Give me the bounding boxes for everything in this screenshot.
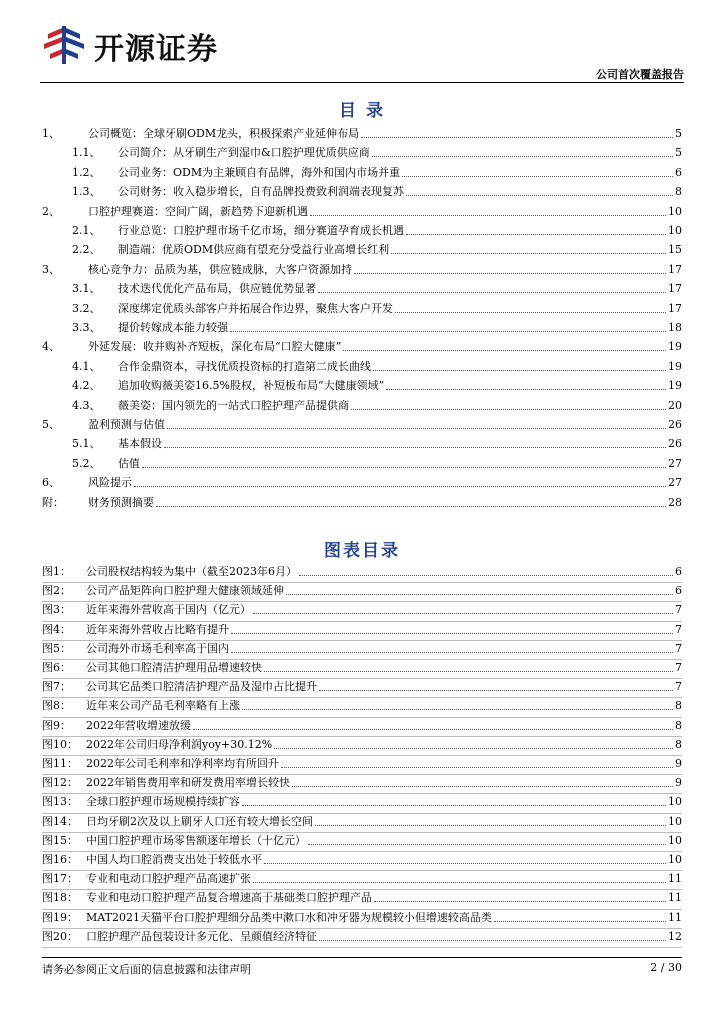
figure-entry[interactable] [42,624,682,636]
figure-row-divider [42,889,682,890]
toc-entry[interactable] [42,497,682,509]
toc-page: 8 [675,185,682,199]
figure-page: 10 [668,795,682,809]
figure-page: 7 [675,661,682,674]
toc-leader-dots [343,349,666,351]
figure-number: 图15： [42,833,78,847]
toc-number: 1.3、 [72,185,101,199]
figure-entry[interactable] [42,816,682,828]
figure-entry[interactable] [42,700,682,712]
figure-title: 近年来海外营收高于国内（亿元） [86,604,251,617]
figure-entry[interactable] [42,739,682,751]
toc-number: 3.3、 [72,321,101,334]
footer-disclaimer: 请务必参阅正文后面的信息披露和法律声明 [42,963,251,976]
toc-number: 1.1、 [72,146,101,160]
figure-row-divider [42,851,682,852]
figure-row-divider [42,793,682,794]
toc-entry[interactable] [42,167,682,179]
toc-title: 制造端：优质ODM供应商有望充分受益行业高增长红利 [118,244,390,257]
figure-leader-dots [292,785,673,787]
figure-leader-dots [242,804,666,806]
figure-entry[interactable] [42,681,682,693]
figure-page: 12 [668,929,682,943]
figure-page: 9 [675,757,682,770]
toc-entry[interactable] [42,341,682,353]
figure-list-title: 图表目录 [324,541,400,561]
figure-row-divider [42,813,682,814]
toc-leader-dots [386,388,666,390]
toc-number: 2.1、 [72,224,101,237]
toc-page: 20 [668,398,682,412]
page-number: 2 / 30 [650,961,682,974]
figure-row-divider [42,659,682,660]
brand-name: 开源证券 [94,32,218,67]
toc-leader-dots [164,446,666,448]
figure-number: 图6： [42,661,71,674]
figure-row-divider [42,870,682,871]
figure-number: 图8： [42,699,71,713]
figure-number: 图3： [42,603,71,617]
toc-title: 基本假设 [118,438,162,451]
page-header [40,20,684,80]
toc-page: 19 [668,379,682,393]
figure-page: 8 [675,699,682,713]
toc-page: 19 [668,359,682,373]
toc-leader-dots [351,408,666,410]
toc-title: 口腔护理赛道：空间广阔，新趋势下迎新机遇 [88,205,308,218]
toc-entry[interactable] [42,322,682,334]
figure-title: 专业和电动口腔护理产品复合增速高于基础类口腔护理产品 [86,892,372,905]
toc-title: 深度绑定优质头部客户并拓展合作边界，聚焦大客户开发 [118,302,393,315]
toc-page: 26 [668,418,682,431]
toc-title: 技术迭代优化产品布局，供应链优势显著 [118,283,316,296]
figure-page: 8 [675,718,682,732]
footer-divider [42,957,682,958]
toc-number: 3、 [42,262,60,276]
toc-leader-dots [373,369,666,371]
figure-leader-dots [264,862,666,864]
toc-title: 追加收购薇美姿16.5%股权，补短板布局“大健康领域” [118,380,385,393]
figure-leader-dots [253,612,673,614]
figure-title: 2022年公司归母净利润yoy+30.12% [86,738,273,751]
toc-page: 5 [675,127,682,140]
figure-page: 11 [668,872,682,886]
toc-entry[interactable] [42,283,682,295]
figure-entry[interactable] [42,643,682,655]
figure-page: 7 [675,603,682,617]
figure-leader-dots [274,747,673,749]
figure-entry[interactable] [42,854,682,866]
toc-entry[interactable] [42,458,682,470]
toc-number: 5.2、 [72,456,101,470]
figure-entry[interactable] [42,873,682,885]
toc-number: 4.2、 [72,379,101,393]
figure-row-divider [42,717,682,718]
report-type: 公司首次覆盖报告 [596,68,684,81]
toc-title: 风险提示 [88,477,132,490]
figure-page: 9 [675,776,682,790]
figure-page: 10 [668,833,682,847]
toc-title: 核心竞争力：品质为基，供应链成脉，大客户资源加持 [88,263,352,276]
figure-row-divider [42,909,682,910]
figure-number: 图4： [42,622,71,636]
toc-title: 合作金鼎资本，寻找优质投资标的打造第二成长曲线 [118,360,371,373]
toc-title: 行业总览：口腔护理市场千亿市场，细分赛道孕育成长机遇 [118,225,404,237]
toc-page: 17 [668,262,682,276]
figure-title: 2022年营收增速放缓 [86,719,191,732]
toc-page: 19 [668,340,682,354]
toc-title: 公司简介：从牙刷生产到湿巾&口腔护理优质供应商 [118,147,370,160]
figure-page: 7 [675,680,682,694]
toc-number: 2、 [42,204,60,218]
toc-leader-dots [142,466,666,468]
figure-page: 7 [675,622,682,636]
figure-entry[interactable] [42,758,682,770]
toc-number: 4.3、 [72,398,101,412]
figure-leader-dots [308,843,666,845]
figure-leader-dots [242,708,673,710]
figure-leader-dots [374,900,666,902]
toc-page: 27 [668,456,682,470]
toc-entry[interactable] [42,400,682,412]
figure-number: 图2： [42,584,71,598]
toc-title: 盈利预测与估值 [88,419,165,431]
brand-logo [40,24,218,68]
figure-title: MAT2021天猫平台口腔护理细分品类中漱口水和冲牙器为规模较小但增速较高品类 [86,911,492,924]
figure-page: 7 [675,641,682,655]
figure-row-divider [42,832,682,833]
figure-title: 公司海外市场毛利率高于国内 [86,642,229,655]
toc-entry[interactable] [42,186,682,198]
figure-number: 图20： [42,929,78,943]
toc-leader-dots [134,485,666,487]
figure-row-divider [42,697,682,698]
figure-title: 日均牙刷2次及以上刷牙人口还有较大增长空间 [86,815,313,828]
toc-page: 28 [668,495,682,509]
figure-leader-dots [319,939,666,941]
figure-title: 公司股权结构较为集中（截至2023年6月） [86,566,297,578]
brand-logo-icon [40,24,88,68]
toc-page: 6 [675,165,682,179]
toc-number: 4.1、 [72,359,101,373]
figure-entry[interactable] [42,662,682,674]
header-divider [40,82,684,83]
toc-title: 估值 [118,457,140,470]
toc-number: 5.1、 [72,437,101,451]
toc-leader-dots [402,175,673,177]
figure-page: 11 [668,910,682,924]
toc-leader-dots [310,214,666,216]
toc-number: 1、 [42,127,60,140]
toc-entry[interactable] [42,264,682,276]
toc-number: 附： [42,495,64,509]
toc-leader-dots [156,505,666,507]
figure-leader-dots [299,574,673,576]
toc-leader-dots [354,272,666,274]
toc-page: 17 [668,282,682,296]
figure-page: 8 [675,737,682,751]
toc-title: 公司概览：全球牙刷ODM龙头，积极探索产业延伸布局 [88,128,360,140]
figure-title: 2022年销售费用率和研发费用率增长较快 [86,777,290,790]
figure-title: 专业和电动口腔护理产品高速扩张 [86,873,251,886]
figure-leader-dots [315,824,666,826]
figure-title: 公司其他口腔清洁护理用品增速较快 [86,662,262,674]
figure-number: 图5： [42,641,71,655]
toc-entry[interactable] [42,419,682,431]
figure-leader-dots [281,766,673,768]
figure-leader-dots [286,593,673,595]
toc-title: 公司财务：收入稳步增长，自有品牌投费致利润端表现复苏 [118,186,404,199]
figure-entry[interactable] [42,931,682,943]
toc-page: 26 [668,437,682,451]
toc-page: 27 [668,476,682,490]
toc-page: 15 [668,243,682,257]
figure-number: 图19： [42,910,78,924]
figure-row-divider [42,621,682,622]
figure-entry[interactable] [42,720,682,732]
toc-entry[interactable] [42,147,682,159]
toc-leader-dots [230,330,666,332]
figure-number: 图18： [42,891,78,905]
figure-row-divider [42,947,682,948]
figure-row-divider [42,678,682,679]
figure-leader-dots [494,920,666,922]
figure-number: 图14： [42,814,78,828]
toc-entry[interactable] [42,225,682,237]
toc-title: 财务预测摘要 [88,496,154,509]
figure-number: 图9： [42,718,71,732]
figure-title: 公司产品矩阵向口腔护理大健康领域延伸 [86,585,284,598]
figure-page: 11 [668,891,682,905]
figure-entry[interactable] [42,566,682,578]
toc-title: 目 录 [339,101,385,121]
figure-row-divider [42,601,682,602]
toc-number: 3.1、 [72,282,101,296]
toc-number: 6、 [42,476,60,490]
figure-page: 10 [668,853,682,866]
toc-title: 提价转嫁成本能力较强 [118,322,228,334]
toc-number: 4、 [42,340,60,354]
figure-entry[interactable] [42,912,682,924]
figure-number: 图13： [42,795,78,809]
figure-title: 2022年公司毛利率和净利率均有所回升 [86,758,279,770]
figure-leader-dots [319,689,673,691]
toc-entry[interactable] [42,438,682,450]
toc-number: 5、 [42,418,60,431]
figure-entry[interactable] [42,796,682,808]
figure-title: 公司其它品类口腔清洁护理产品及湿巾占比提升 [86,681,317,694]
toc-entry[interactable] [42,244,682,256]
figure-title: 近年来海外营收占比略有提升 [86,623,229,636]
figure-entry[interactable] [42,604,682,616]
toc-number: 2.2、 [72,243,101,257]
figure-row-divider [42,774,682,775]
toc-entry[interactable] [42,303,682,315]
toc-leader-dots [406,233,666,235]
figure-entry[interactable] [42,585,682,597]
figure-entry[interactable] [42,835,682,847]
figure-number: 图10： [42,737,78,751]
toc-leader-dots [361,136,673,138]
toc-leader-dots [372,155,673,157]
toc-page: 10 [668,204,682,218]
toc-leader-dots [406,194,673,196]
figure-leader-dots [264,670,673,672]
toc-entry[interactable] [42,206,682,218]
toc-title: 公司业务：ODM为主兼顾自有品牌，海外和国内市场并重 [118,166,401,179]
toc-leader-dots [395,311,666,313]
toc-entry[interactable] [42,477,682,489]
figure-leader-dots [231,651,673,653]
figure-title: 近年来公司产品毛利率略有上涨 [86,700,240,713]
toc-page: 18 [668,321,682,334]
toc-page: 10 [668,224,682,237]
toc-entry[interactable] [42,380,682,392]
toc-page: 17 [668,301,682,315]
toc-title: 外延发展：收并购补齐短板，深化布局“口腔大健康” [88,341,342,354]
toc-entry[interactable] [42,361,682,373]
figure-number: 图16： [42,853,78,866]
figure-number: 图17： [42,872,78,886]
figure-title: 中国人均口腔消费支出处于较低水平 [86,854,262,866]
figure-row-divider [42,755,682,756]
figure-page: 6 [675,584,682,598]
toc-entry[interactable] [42,128,682,140]
figure-leader-dots [231,632,673,634]
toc-title: 薇美姿：国内领先的一站式口腔护理产品提供商 [118,399,349,412]
toc-number: 3.2、 [72,301,101,315]
figure-title: 口腔护理产品包装设计多元化、呈颜值经济特征 [86,930,317,943]
figure-row-divider [42,736,682,737]
toc-page: 5 [675,146,682,160]
figure-leader-dots [193,728,673,730]
figure-page: 6 [675,565,682,578]
figure-row-divider [42,582,682,583]
figure-number: 图1： [42,565,71,578]
figure-entry[interactable] [42,892,682,904]
figure-row-divider [42,640,682,641]
toc-number: 1.2、 [72,165,101,179]
toc-leader-dots [318,291,666,293]
figure-leader-dots [253,881,666,883]
figure-title: 全球口腔护理市场规模持续扩容 [86,796,240,809]
toc-leader-dots [167,427,666,429]
figure-page: 10 [668,814,682,828]
figure-title: 中国口腔护理市场零售额逐年增长（十亿元） [86,834,306,847]
figure-entry[interactable] [42,777,682,789]
figure-number: 图12： [42,776,78,790]
figure-number: 图11： [42,757,78,770]
toc-leader-dots [391,252,666,254]
figure-number: 图7： [42,680,71,694]
figure-row-divider [42,928,682,929]
